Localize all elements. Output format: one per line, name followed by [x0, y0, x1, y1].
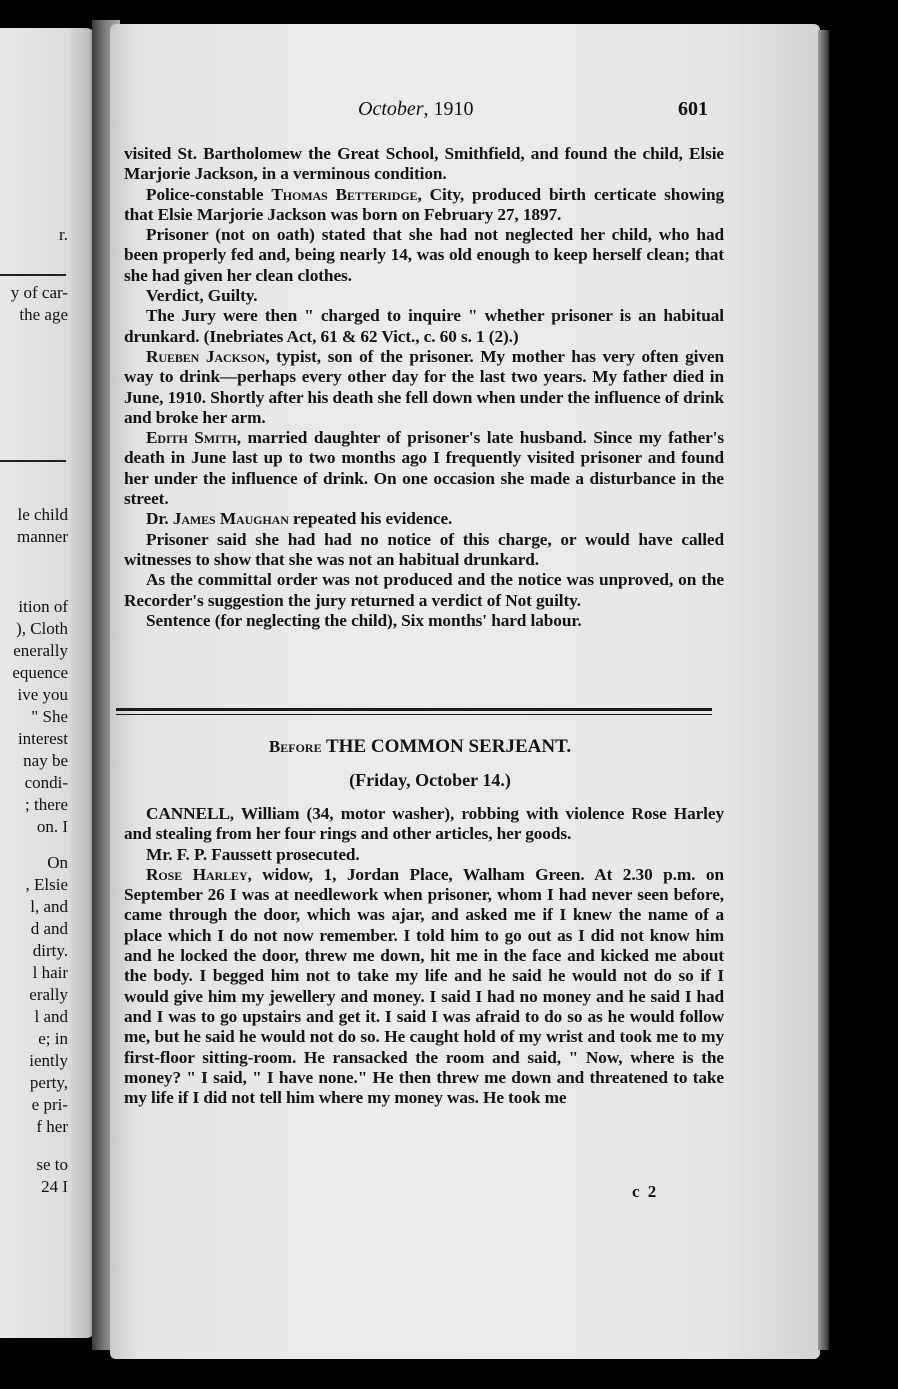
section-two-text: [124, 804, 724, 1108]
paragraph: [124, 347, 724, 428]
section-divider-thin: [116, 714, 712, 715]
left-page-line: f her: [36, 1117, 68, 1136]
page-edge-shadow: [818, 30, 830, 1350]
running-header: [110, 98, 820, 128]
header-month: October: [358, 98, 424, 120]
left-page-line: interest: [17, 729, 68, 748]
left-facing-page: [0, 28, 96, 1338]
paragraph: Verdict, Guilty.: [146, 286, 258, 306]
constable-prefix: Police-constable: [146, 184, 272, 204]
session-date: (Friday, October 14.): [349, 770, 511, 790]
witness-statement: , City, produced birth certicate showing that Elsie Marjorie Jackson was born on February 27, 1897.: [124, 184, 724, 224]
left-page-line: erally: [29, 985, 68, 1004]
left-page-line: l hair: [32, 963, 68, 982]
left-page-line: d and: [30, 919, 68, 938]
left-page-line: ; there: [25, 795, 68, 814]
paragraph: [124, 509, 724, 529]
left-page-line: the age: [19, 305, 68, 324]
witness-name: Thomas Betteridge: [271, 184, 418, 204]
witness-statement: , married daughter of prisoner's late husband. Since my father's death in June last up to two months ago I frequently visited prisoner and found her under the influence of drink. On one occasion she made a disturbance in the street.: [124, 428, 724, 509]
paragraph: [124, 865, 724, 1109]
witness-name: Rueben Jackson: [146, 346, 266, 366]
left-page-line: le child: [17, 505, 68, 524]
running-title: [358, 98, 474, 121]
paragraph: visited St. Bartholomew the Great School, Smithfield, and found the child, Elsie Marjorie Jackson, in a verminous condition.: [124, 144, 724, 184]
court-heading: [110, 736, 730, 758]
left-page-line: ition of: [18, 597, 68, 616]
page-number: 601: [678, 98, 708, 120]
left-page-line: se to: [36, 1155, 68, 1174]
left-page-line: 24 I: [41, 1177, 68, 1196]
left-page-line: e pri-: [31, 1095, 68, 1114]
witness-statement: , widow, 1, Jordan Place, Walham Green. At 2.30 p.m. on September 26 I was at needlework when prisoner, whom I had never seen before, came through the door, which was ajar, and asked me if I knew the name of a place which I do not now remember. I told him to go out as I did not know him and he locked the door, threw me down, hit me in the face and kicked me about the body. I begged him not to take my life and he said he would not do so if I would give him my jewellery and money. I said I had no money and he said I had and I was to go upstairs and get it. I said I was afraid to do so as he would follow me, but he said he would not do so. He caught hold of my wrist and took me to my first-floor sitting-room. He ransacked the room and said, " Now, where is the money? " I said, " I have none." He then threw me down and threatened to take my life if I did not tell him where my money was. He took me: [124, 864, 724, 1108]
witness-name: Edith Smith: [146, 428, 237, 448]
document-page: [110, 24, 820, 1359]
left-page-line: l, and: [30, 897, 68, 916]
left-page-line: manner: [17, 527, 68, 546]
witness-statement: repeated his evidence.: [288, 509, 453, 529]
paragraph: As the committal order was not produced and the notice was unproved, on the Recorder's suggestion the jury returned a verdict of Not guilty.: [124, 570, 724, 610]
left-page-rule: [0, 274, 66, 276]
court-prefix: Before: [268, 737, 322, 756]
witness-name: James Maughan: [172, 509, 289, 529]
left-page-line: dirty.: [32, 941, 68, 960]
witness-name: Rose Harley: [146, 864, 248, 884]
witness-statement: , typist, son of the prisoner. My mother has very often given way to drink—perhaps every other day for the last two years. My father died in June, 1910. Shortly after his death she fell down when under the influence of drink and broke her arm.: [124, 346, 724, 427]
left-page-line: r.: [59, 225, 68, 244]
case-paragraph: CANNELL, William (34, motor washer), robbing with violence Rose Harley and stealing from her four rings and other articles, her goods.: [124, 804, 724, 844]
left-page-line: condi-: [24, 773, 68, 792]
left-page-line: On: [47, 853, 68, 872]
left-page-line: perty,: [29, 1073, 68, 1092]
paragraph: The Jury were then " charged to inquire " whether prisoner is an habitual drunkard. (Inebriates Act, 61 & 62 Vict., c. 60 s. 1 (2).): [124, 306, 724, 346]
paragraph: Sentence (for neglecting the child), Six months' hard labour.: [146, 610, 582, 630]
signature-mark: c 2: [632, 1182, 659, 1201]
left-page-line: enerally: [13, 641, 68, 660]
left-page-line: y of car-: [10, 283, 68, 302]
left-page-line: ive you: [17, 685, 68, 704]
paragraph: Prisoner said she had had no notice of this charge, or would have called witnesses to show that she was not an habitual drunkard.: [124, 529, 724, 569]
left-page-line: l and: [34, 1007, 68, 1026]
left-page-line: " She: [31, 707, 68, 726]
left-page-line: iently: [29, 1051, 68, 1070]
doctor-prefix: Dr.: [146, 509, 173, 529]
section-divider-thick: [116, 708, 712, 711]
left-page-line: on. I: [36, 817, 68, 836]
court-title: THE COMMON SERJEANT.: [321, 736, 572, 757]
header-year: , 1910: [423, 98, 474, 120]
paragraph: Prisoner (not on oath) stated that she had not neglected her child, who had been properly fed and, being nearly 14, was old enough to keep herself clean; that she had given her clean clothes.: [124, 225, 724, 285]
left-page-line: nay be: [23, 751, 68, 770]
left-page-line: equence: [12, 663, 68, 682]
left-page-line: e; in: [38, 1029, 68, 1048]
paragraph: [124, 428, 724, 509]
prosecutor-paragraph: Mr. F. P. Faussett prosecuted.: [146, 844, 360, 864]
left-page-line: , Elsie: [25, 875, 68, 894]
left-page-rule: [0, 460, 66, 462]
paragraph: [124, 185, 724, 226]
left-page-line: ), Cloth: [16, 619, 68, 638]
section-one-text: [124, 144, 724, 631]
